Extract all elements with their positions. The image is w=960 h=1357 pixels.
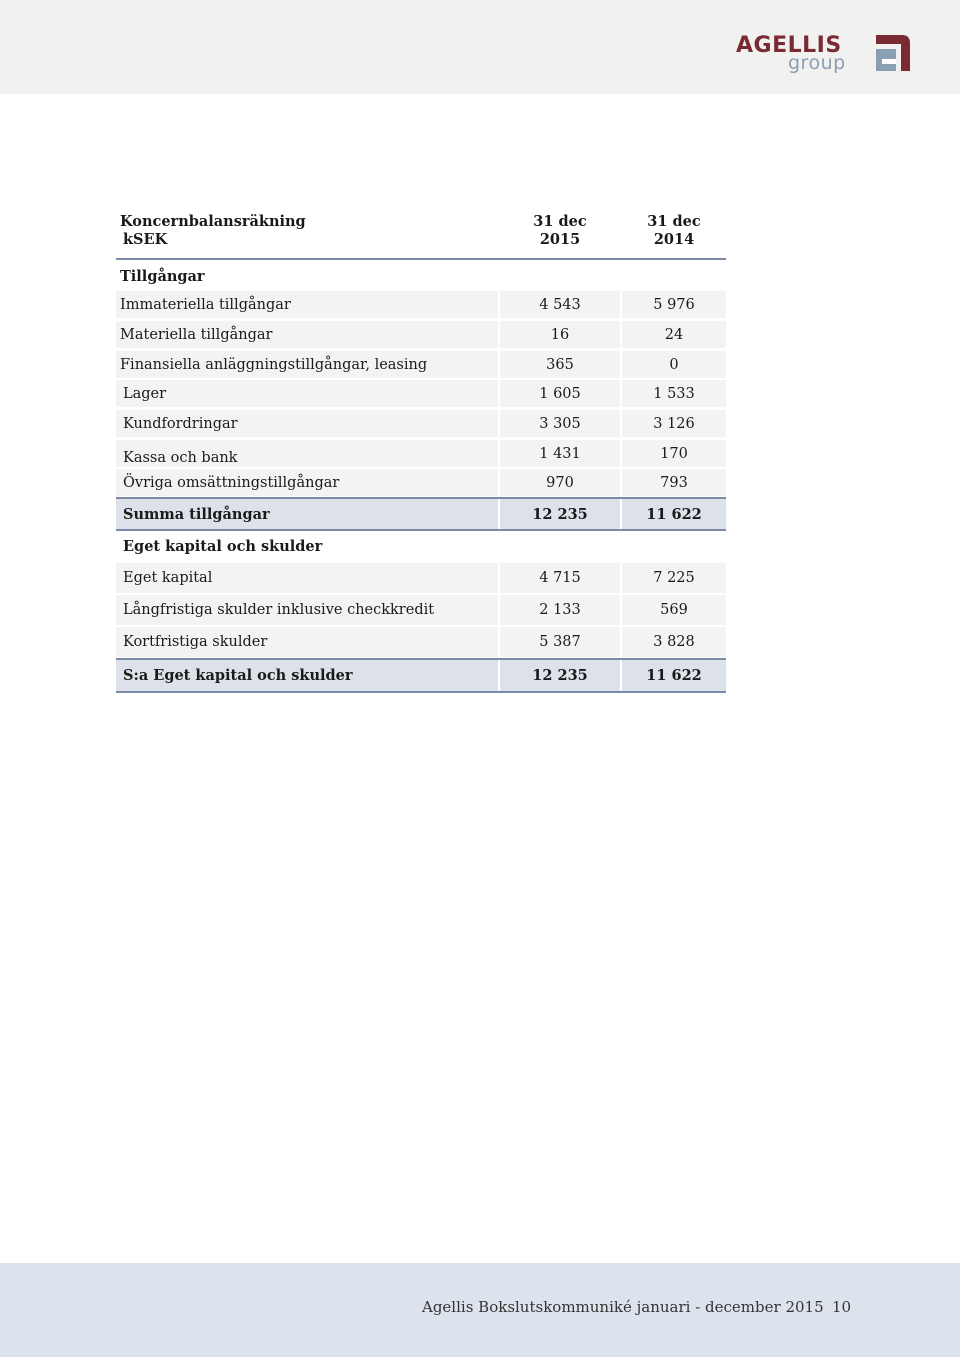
value-2014: 24	[622, 321, 726, 348]
row-label: Kundfordringar	[116, 410, 498, 437]
value-2014: 5 976	[622, 291, 726, 318]
table-row	[116, 291, 726, 318]
value-2015: 16	[500, 321, 620, 348]
sum-label: S:a Eget kapital och skulder	[116, 660, 498, 691]
value-2015: 2 133	[500, 595, 620, 625]
sum-value-2015: 12 235	[500, 499, 620, 529]
table-row	[116, 380, 726, 407]
row-label: Eget kapital	[116, 563, 498, 593]
sum-value-2014: 11 622	[622, 499, 726, 529]
row-label: Övriga omsättningstillgångar	[116, 469, 498, 496]
agellis-logo	[736, 33, 912, 77]
logo-word-group: group	[788, 52, 846, 74]
sum-value-2015: 12 235	[500, 660, 620, 691]
section-title: Eget kapital och skulder	[123, 537, 323, 555]
value-2014: 1 533	[622, 380, 726, 407]
header-divider	[116, 258, 726, 260]
row-label: Kortfristiga skulder	[116, 627, 498, 657]
section-title: Tillgångar	[120, 267, 205, 285]
total-divider-bottom	[116, 691, 726, 693]
sum-label: Summa tillgångar	[116, 499, 498, 529]
table-row	[116, 321, 726, 348]
logo-mark-icon	[874, 33, 912, 73]
row-label: Materiella tillgångar	[116, 321, 498, 348]
logo-word-agellis: AGELLIS	[736, 33, 842, 58]
value-2014: 569	[622, 595, 726, 625]
sum-divider-bottom	[116, 529, 726, 531]
row-label: Finansiella anläggningstillgångar, leasing	[116, 351, 498, 378]
value-2015: 970	[500, 469, 620, 496]
value-2015: 5 387	[500, 627, 620, 657]
table-row	[116, 469, 726, 496]
value-2014: 3 828	[622, 627, 726, 657]
value-2015: 4 715	[500, 563, 620, 593]
col-2015-line1: 31 dec	[533, 213, 587, 230]
table-title: Koncernbalansräkning	[120, 213, 306, 230]
footer-text: Agellis Bokslutskommuniké januari - december 2015	[422, 1298, 824, 1316]
table-row	[116, 627, 726, 657]
table-unit: kSEK	[123, 231, 168, 248]
sum-row-equity	[116, 660, 726, 691]
value-2015: 4 543	[500, 291, 620, 318]
value-2015: 365	[500, 351, 620, 378]
value-2015: 1 605	[500, 380, 620, 407]
table-row	[116, 563, 726, 593]
sum-row-assets	[116, 499, 726, 529]
row-label: Långfristiga skulder inklusive checkkredit	[116, 595, 498, 625]
table-row	[116, 595, 726, 625]
table-row	[116, 440, 726, 467]
table-header-row	[116, 212, 726, 250]
value-2015: 1 431	[500, 440, 620, 467]
table-row	[116, 351, 726, 378]
sum-value-2014: 11 622	[622, 660, 726, 691]
row-label: Kassa och bank	[116, 440, 498, 467]
col-2014-line2: 2014	[653, 231, 695, 248]
value-2014: 0	[622, 351, 726, 378]
section-row-assets	[116, 264, 726, 288]
page-number: 10	[832, 1298, 852, 1316]
row-label: Immateriella tillgångar	[116, 291, 498, 318]
row-label: Lager	[116, 380, 498, 407]
footer-band	[0, 1263, 960, 1357]
section-row-equity	[116, 533, 726, 559]
value-2014: 793	[622, 469, 726, 496]
value-2015: 3 305	[500, 410, 620, 437]
table-row	[116, 410, 726, 437]
value-2014: 170	[622, 440, 726, 467]
value-2014: 3 126	[622, 410, 726, 437]
col-2014-line1: 31 dec	[647, 213, 701, 230]
value-2014: 7 225	[622, 563, 726, 593]
col-2015-line2: 2015	[539, 231, 581, 248]
